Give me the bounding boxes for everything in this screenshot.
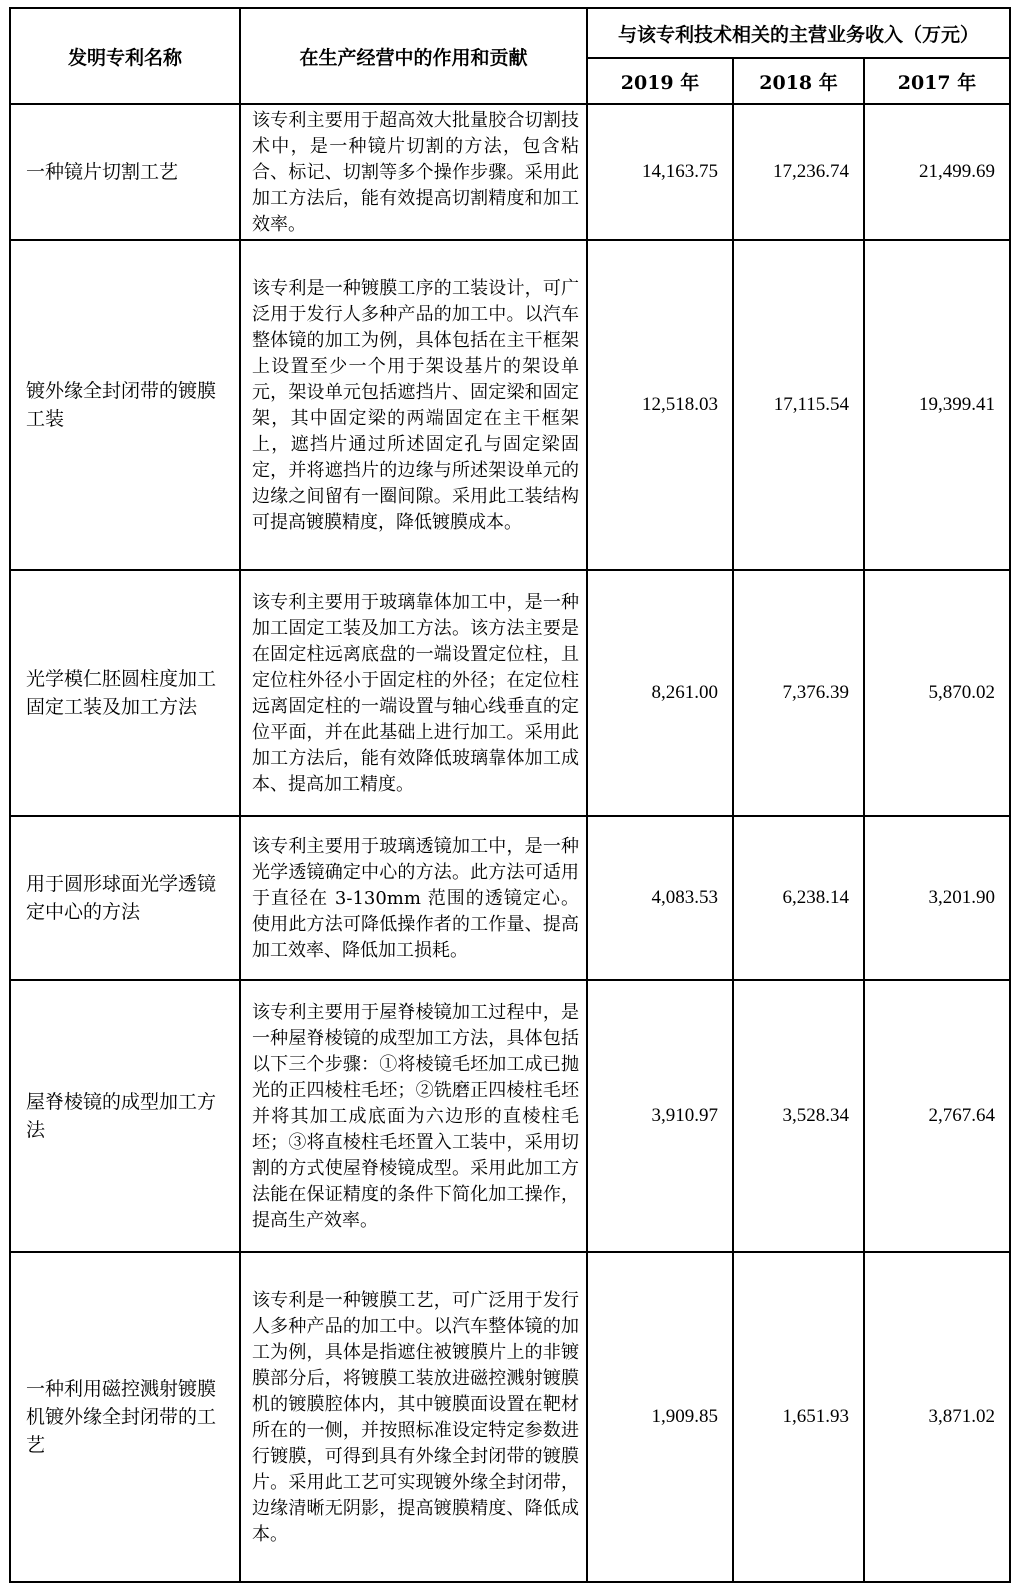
patent-name-cell: 一种镜片切割工艺 — [10, 104, 240, 240]
table-row — [10, 816, 1010, 980]
patent-description-cell: 该专利主要用于玻璃透镜加工中，是一种光学透镜确定中心的方法。此方法可适用于直径在 3-130mm 范围的透镜定心。使用此方法可降低操作者的工作量、提高加工效率、降低加工损耗。 — [240, 816, 587, 980]
table-row — [10, 240, 1010, 570]
revenue-2017-cell: 3,201.90 — [864, 816, 1010, 980]
patent-description-cell: 该专利是一种镀膜工序的工装设计，可广泛用于发行人多种产品的加工中。以汽车整体镜的加工为例，具体包括在主干框架上设置至少一个用于架设基片的架设单元，架设单元包括遮挡片、固定梁和固定架，其中固定梁的两端固定在主干框架上，遮挡片通过所述固定孔与固定梁固定，并将遮挡片的边缘与所述架设单元的边缘之间留有一圈间隙。采用此工装结构可提高镀膜精度，降低镀膜成本。 — [240, 240, 587, 570]
patent-name-cell: 镀外缘全封闭带的镀膜工装 — [10, 240, 240, 570]
header-year-2018: 2018 年 — [733, 58, 864, 104]
patent-description-cell: 该专利主要用于玻璃靠体加工中，是一种加工固定工装及加工方法。该方法主要是在固定柱远离底盘的一端设置定位柱，且定位柱外径小于固定柱的外径；在定位柱远离固定柱的一端设置与轴心线垂直的定位平面，并在此基础上进行加工。采用此加工方法后，能有效降低玻璃靠体加工成本、提高加工精度。 — [240, 570, 587, 816]
revenue-2019-cell: 8,261.00 — [587, 570, 733, 816]
header-row-1 — [10, 8, 1010, 58]
revenue-2018-cell: 6,238.14 — [733, 816, 864, 980]
header-year-2017: 2017 年 — [864, 58, 1010, 104]
patent-name-cell: 屋脊棱镜的成型加工方法 — [10, 980, 240, 1252]
header-revenue-group: 与该专利技术相关的主营业务收入（万元） — [587, 8, 1010, 58]
patent-revenue-table — [9, 7, 1011, 1583]
table-row — [10, 1252, 1010, 1582]
patent-name-cell: 光学模仁胚圆柱度加工固定工装及加工方法 — [10, 570, 240, 816]
revenue-2017-cell: 19,399.41 — [864, 240, 1010, 570]
revenue-2017-cell: 5,870.02 — [864, 570, 1010, 816]
patent-description-cell: 该专利主要用于超高效大批量胶合切割技术中，是一种镜片切割的方法，包含粘合、标记、切割等多个操作步骤。采用此加工方法后，能有效提高切割精度和加工效率。 — [240, 104, 587, 240]
patent-name-cell: 一种利用磁控溅射镀膜机镀外缘全封闭带的工艺 — [10, 1252, 240, 1582]
revenue-2017-cell: 3,871.02 — [864, 1252, 1010, 1582]
revenue-2017-cell: 21,499.69 — [864, 104, 1010, 240]
revenue-2019-cell: 4,083.53 — [587, 816, 733, 980]
table-row — [10, 104, 1010, 240]
revenue-2019-cell: 1,909.85 — [587, 1252, 733, 1582]
header-role-contribution: 在生产经营中的作用和贡献 — [240, 8, 587, 104]
revenue-2018-cell: 17,115.54 — [733, 240, 864, 570]
revenue-2018-cell: 17,236.74 — [733, 104, 864, 240]
header-patent-name: 发明专利名称 — [10, 8, 240, 104]
revenue-2018-cell: 1,651.93 — [733, 1252, 864, 1582]
header-year-2019: 2019 年 — [587, 58, 733, 104]
table-row — [10, 570, 1010, 816]
revenue-2019-cell: 3,910.97 — [587, 980, 733, 1252]
revenue-2018-cell: 7,376.39 — [733, 570, 864, 816]
revenue-2018-cell: 3,528.34 — [733, 980, 864, 1252]
patent-name-cell: 用于圆形球面光学透镜定中心的方法 — [10, 816, 240, 980]
revenue-2017-cell: 2,767.64 — [864, 980, 1010, 1252]
patent-description-cell: 该专利主要用于屋脊棱镜加工过程中，是一种屋脊棱镜的成型加工方法，具体包括以下三个步骤：①将棱镜毛坯加工成已抛光的正四棱柱毛坯；②铣磨正四棱柱毛坯并将其加工成底面为六边形的直棱柱毛坯；③将直棱柱毛坯置入工装中，采用切割的方式使屋脊棱镜成型。采用此加工方法能在保证精度的条件下简化加工操作，提高生产效率。 — [240, 980, 587, 1252]
table-row — [10, 980, 1010, 1252]
revenue-2019-cell: 12,518.03 — [587, 240, 733, 570]
document-page — [9, 7, 1009, 1583]
revenue-2019-cell: 14,163.75 — [587, 104, 733, 240]
patent-description-cell: 该专利是一种镀膜工艺，可广泛用于发行人多种产品的加工中。以汽车整体镜的加工为例，具体是指遮住被镀膜片上的非镀膜部分后，将镀膜工装放进磁控溅射镀膜机的镀膜腔体内，其中镀膜面设置在靶材所在的一侧，并按照标准设定特定参数进行镀膜，可得到具有外缘全封闭带的镀膜片。采用此工艺可实现镀外缘全封闭带，边缘清晰无阴影，提高镀膜精度、降低成本。 — [240, 1252, 587, 1582]
